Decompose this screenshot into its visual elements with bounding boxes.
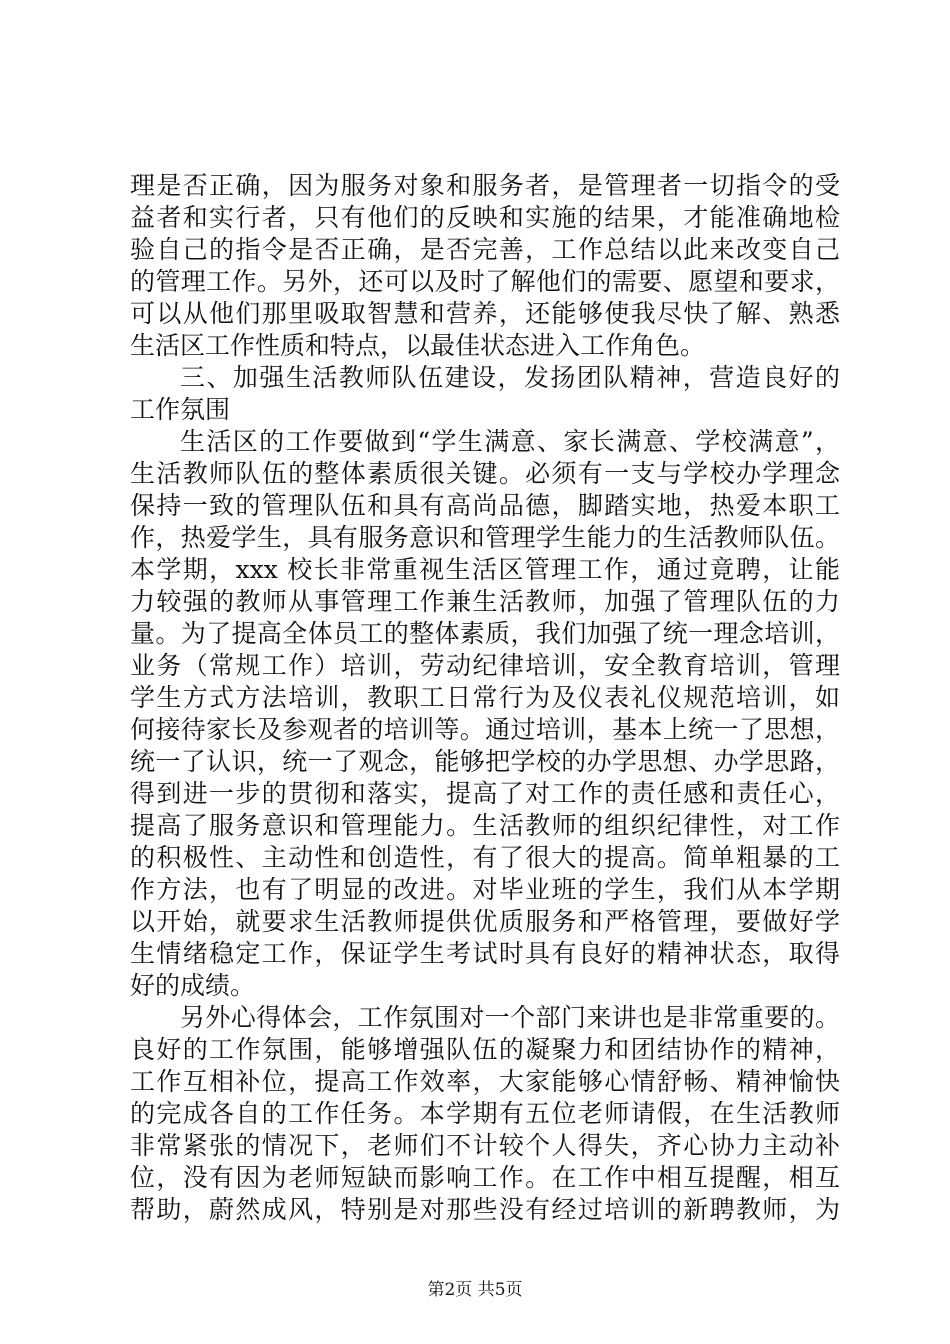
text-line: 的管理工作。另外，还可以及时了解他们的需要、愿望和要求， [130, 267, 840, 296]
text-line: 业务（常规工作）培训，劳动纪律培训，安全教育培训，管理 [130, 651, 840, 680]
text-line: 生活教师队伍的整体素质很关键。必须有一支与学校办学理念 [130, 459, 840, 488]
text-line: 好的成绩。 [130, 971, 256, 1000]
text-line: 以开始，就要求生活教师提供优质服务和严格管理，要做好学 [130, 907, 840, 936]
text-line: 非常紧张的情况下，老师们不计较个人得失，齐心协力主动补 [130, 1131, 840, 1160]
text-line: 量。为了提高全体员工的整体素质，我们加强了统一理念培训， [130, 619, 840, 648]
text-line: 的完成各自的工作任务。本学期有五位老师请假，在生活教师 [130, 1099, 840, 1128]
text-line: 统一了认识，统一了观念，能够把学校的办学思想、办学思路， [130, 747, 840, 776]
text-line: 生情绪稳定工作，保证学生考试时具有良好的精神状态，取得 [130, 939, 840, 968]
text-line: 力较强的教师从事管理工作兼生活教师，加强了管理队伍的力 [130, 587, 840, 616]
text-line: 作方法，也有了明显的改进。对毕业班的学生，我们从本学期 [130, 875, 840, 904]
text-line: 另外心得体会，工作氛围对一个部门来讲也是非常重要的。 [180, 1003, 840, 1032]
text-line: 提高了服务意识和管理能力。生活教师的组织纪律性，对工作 [130, 811, 840, 840]
text-line: 的积极性、主动性和创造性，有了很大的提高。简单粗暴的工 [130, 843, 840, 872]
text-line: 益者和实行者，只有他们的反映和实施的结果，才能准确地检 [130, 203, 840, 232]
section-heading-line: 工作氛围 [130, 395, 231, 424]
text-line: 帮助，蔚然成风，特别是对那些没有经过培训的新聘教师，为 [130, 1195, 840, 1224]
section-heading-line: 三、加强生活教师队伍建设，发扬团队精神，营造良好的 [180, 363, 840, 392]
text-line: 可以从他们那里吸取智慧和营养，还能够使我尽快了解、熟悉 [130, 299, 840, 328]
text-line: 得到进一步的贯彻和落实，提高了对工作的责任感和责任心， [130, 779, 840, 808]
text-line: 保持一致的管理队伍和具有高尚品德，脚踏实地，热爱本职工 [130, 491, 840, 520]
text-line: 作，热爱学生，具有服务意识和管理学生能力的生活教师队伍。 [130, 523, 840, 552]
text-line: 位，没有因为老师短缺而影响工作。在工作中相互提醒，相互 [130, 1163, 840, 1192]
text-line: 学生方式方法培训，教职工日常行为及仪表礼仪规范培训，如 [130, 683, 840, 712]
text-line: 生活区的工作要做到“学生满意、家长满意、学校满意”， [180, 427, 840, 456]
document-body [130, 170, 840, 1226]
text-line: 良好的工作氛围，能够增强队伍的凝聚力和团结协作的精神， [130, 1035, 840, 1064]
text-line: 何接待家长及参观者的培训等。通过培训，基本上统一了思想， [130, 715, 840, 744]
text-line: 生活区工作性质和特点，以最佳状态进入工作角色。 [130, 331, 706, 360]
text-line: 本学期，xxx 校长非常重视生活区管理工作，通过竟聘，让能 [130, 555, 840, 584]
text-line: 验自己的指令是否正确，是否完善，工作总结以此来改变自己 [130, 235, 840, 264]
text-line: 理是否正确，因为服务对象和服务者，是管理者一切指令的受 [130, 171, 840, 200]
page-number-footer: 第2页 共5页 [427, 1280, 523, 1300]
text-line: 工作互相补位，提高工作效率，大家能够心情舒畅、精神愉快 [130, 1067, 840, 1096]
